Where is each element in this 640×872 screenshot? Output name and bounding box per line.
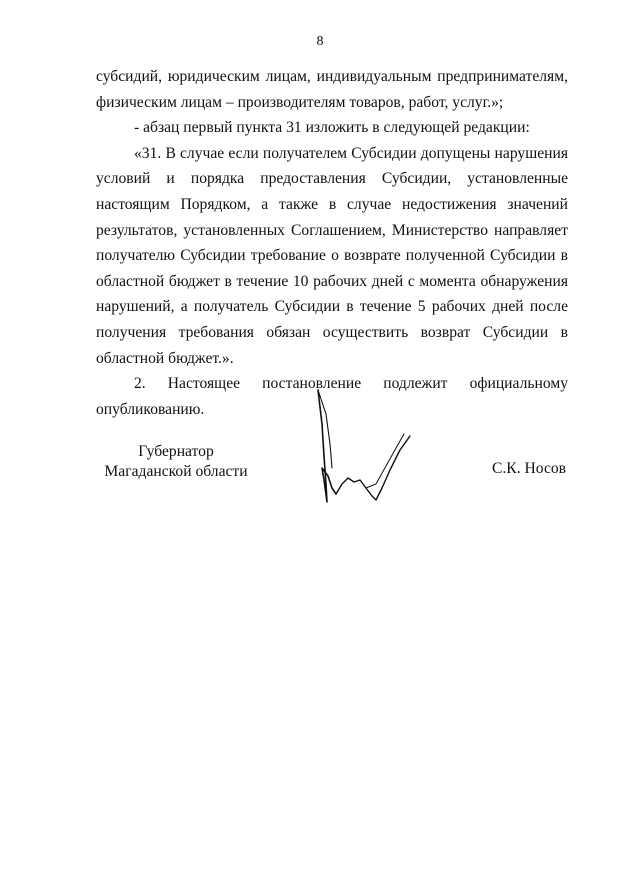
paragraph-continuation: субсидий, юридическим лицам, индивидуальным предпринимателям, физическим лицам – производителям товаров, работ, услуг.»;: [96, 68, 568, 111]
page-number: 8: [316, 34, 324, 49]
paragraph-publication: 2. Настоящее постановление подлежит официальному опубликованию.: [96, 375, 568, 418]
handwritten-signature: [296, 384, 426, 514]
paragraph-amendment-intro: - абзац первый пункта 31 изложить в следующей редакции:: [134, 119, 530, 137]
paragraph-clause-31: «31. В случае если получателем Субсидии допущены нарушения условий и порядка предоставления Субсидии, установленные настоящим Порядком, а также в случае недостижения значений результатов, установленных Соглашением, Министерство направляет получателю Субсидии требование о возврате полученной Субсидии в областной бюджет в течение 10 рабочих дней с момента обнаружения нарушений, а получатель Субсидии в течение 5 рабочих дней после получения требования обязан осуществить возврат Субсидии в областной бюджет.».: [96, 144, 568, 367]
signatory-title-line2: Магаданской области: [104, 463, 248, 480]
signatory-title: [96, 442, 256, 482]
document-body: [96, 64, 568, 422]
signatory-title-line1: Губернатор: [138, 443, 214, 460]
signatory-name: С.К. Носов: [492, 460, 567, 477]
